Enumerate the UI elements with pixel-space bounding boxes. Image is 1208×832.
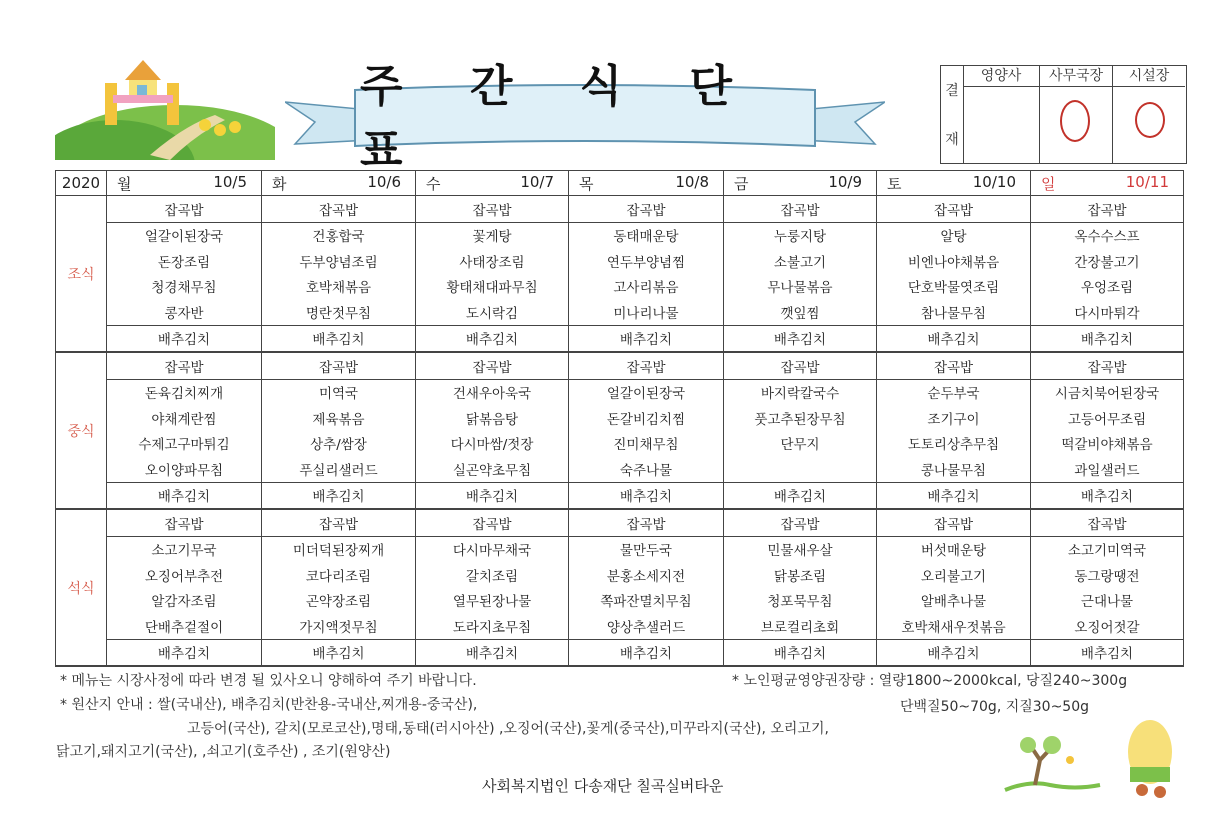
approval-col-director (1040, 66, 1113, 163)
meal-label: 석식 (56, 509, 107, 666)
page-title: 주 간 식 단 표 (360, 61, 758, 176)
approval-side-label-1: 결 (945, 83, 959, 100)
house-illustration (55, 55, 275, 160)
menu-cell: 잡곡밥 (724, 196, 877, 223)
menu-cell: 떡갈비야채볶음 (1031, 431, 1184, 457)
menu-cell: 잡곡밥 (416, 196, 569, 223)
menu-cell: 알감자조림 (107, 588, 262, 614)
menu-cell: 누룽지탕 (724, 222, 877, 248)
menu-cell: 잡곡밥 (107, 352, 262, 379)
approval-box (940, 65, 1187, 164)
menu-cell: 잡곡밥 (877, 196, 1031, 223)
menu-cell: 상추/쌈장 (262, 431, 416, 457)
approval-stamp-director (1060, 100, 1090, 142)
menu-cell: 배추김치 (1031, 325, 1184, 352)
menu-cell: 순두부국 (877, 379, 1031, 405)
menu-cell: 오징어젓갈 (1031, 613, 1184, 639)
day-header-fri (724, 171, 877, 196)
menu-cell: 배추김치 (107, 639, 262, 666)
menu-cell: 청경채무침 (107, 274, 262, 300)
menu-cell: 다시마튀각 (1031, 299, 1184, 325)
day-name: 일 (1041, 174, 1056, 193)
day-date: 10/7 (520, 172, 554, 191)
menu-cell: 갈치조림 (416, 562, 569, 588)
menu-cell: 오징어부추전 (107, 562, 262, 588)
menu-cell: 브로컬리초회 (724, 613, 877, 639)
day-name: 화 (272, 174, 287, 193)
menu-cell: 도시락김 (416, 299, 569, 325)
menu-cell: 코다리조림 (262, 562, 416, 588)
menu-cell: 배추김치 (107, 482, 262, 509)
day-date: 10/5 (213, 172, 247, 191)
menu-cell: 배추김치 (724, 639, 877, 666)
menu-cell: 배추김치 (877, 482, 1031, 509)
menu-cell: 풋고추된장무침 (724, 405, 877, 431)
menu-cell: 배추김치 (1031, 482, 1184, 509)
footer-organization: 사회복지법인 다송재단 칠곡실버타운 (482, 777, 724, 795)
menu-cell: 잡곡밥 (262, 352, 416, 379)
day-name: 목 (579, 174, 594, 193)
menu-cell: 오이양파무침 (107, 456, 262, 482)
menu-cell: 다시마무채국 (416, 536, 569, 562)
menu-cell: 잡곡밥 (1031, 196, 1184, 223)
menu-cell: 잡곡밥 (416, 352, 569, 379)
menu-cell: 도토리상추무침 (877, 431, 1031, 457)
menu-cell: 배추김치 (107, 325, 262, 352)
menu-row (56, 222, 1184, 248)
menu-cell: 배추김치 (416, 325, 569, 352)
menu-row (56, 196, 1184, 223)
menu-cell: 간장불고기 (1031, 248, 1184, 274)
menu-cell: 사태장조림 (416, 248, 569, 274)
menu-cell: 버섯매운탕 (877, 536, 1031, 562)
menu-cell: 잡곡밥 (569, 509, 724, 536)
day-name: 금 (734, 174, 749, 193)
menu-cell: 호박채볶음 (262, 274, 416, 300)
menu-row (56, 405, 1184, 431)
menu-cell: 도라지초무침 (416, 613, 569, 639)
menu-row (56, 274, 1184, 300)
menu-cell: 배추김치 (877, 325, 1031, 352)
menu-cell: 배추김치 (724, 325, 877, 352)
menu-cell: 콩나물무침 (877, 456, 1031, 482)
approval-header-head: 시설장 (1113, 66, 1185, 87)
menu-cell: 잡곡밥 (262, 509, 416, 536)
menu-cell: 얼갈이된장국 (569, 379, 724, 405)
day-date: 10/10 (972, 172, 1016, 191)
menu-cell: 배추김치 (262, 325, 416, 352)
menu-row (56, 431, 1184, 457)
approval-side-label (941, 66, 964, 163)
menu-cell: 소고기미역국 (1031, 536, 1184, 562)
menu-cell: 잡곡밥 (107, 509, 262, 536)
menu-cell: 명란젓무침 (262, 299, 416, 325)
year-cell: 2020 (56, 171, 107, 196)
note-origin-cont2: 닭고기,돼지고기(국산), ,쇠고기(호주산) , 조기(원양산) (56, 744, 391, 760)
note-nutrition: * 노인평균영양권장량 : 열량1800~2000kcal, 당질240~300g (732, 673, 1128, 689)
menu-cell: 잡곡밥 (724, 352, 877, 379)
menu-body (56, 196, 1184, 667)
menu-cell: 잡곡밥 (877, 352, 1031, 379)
menu-cell: 배추김치 (569, 482, 724, 509)
menu-cell: 바지락칼국수 (724, 379, 877, 405)
approval-header-director: 사무국장 (1040, 66, 1112, 87)
menu-cell: 연두부양념찜 (569, 248, 724, 274)
menu-cell: 건새우아욱국 (416, 379, 569, 405)
menu-cell: 제육볶음 (262, 405, 416, 431)
note-menu-change: * 메뉴는 시장사정에 따라 변경 될 있사오니 양해하여 주기 바랍니다. (60, 673, 477, 689)
menu-cell: 배추김치 (262, 639, 416, 666)
menu-row (56, 352, 1184, 379)
day-header-mon (107, 171, 262, 196)
menu-row (56, 509, 1184, 536)
menu-cell: 얼갈이된장국 (107, 222, 262, 248)
menu-cell: 실곤약초무침 (416, 456, 569, 482)
menu-cell: 옥수수스프 (1031, 222, 1184, 248)
menu-cell: 알탕 (877, 222, 1031, 248)
menu-cell: 콩자반 (107, 299, 262, 325)
menu-cell: 돈갈비김치찜 (569, 405, 724, 431)
menu-row (56, 536, 1184, 562)
day-header-row (56, 171, 1184, 196)
menu-cell: 고등어무조림 (1031, 405, 1184, 431)
egg-illustration (1120, 712, 1180, 802)
menu-cell: 물만두국 (569, 536, 724, 562)
menu-cell: 수제고구마튀김 (107, 431, 262, 457)
menu-cell: 단호박물엿조림 (877, 274, 1031, 300)
day-name: 토 (887, 174, 902, 193)
menu-cell: 배추김치 (1031, 639, 1184, 666)
menu-cell: 조기구이 (877, 405, 1031, 431)
menu-cell: 배추김치 (416, 639, 569, 666)
menu-cell: 근대나물 (1031, 588, 1184, 614)
menu-row (56, 482, 1184, 509)
menu-cell: 배추김치 (569, 325, 724, 352)
menu-cell: 잡곡밥 (569, 196, 724, 223)
menu-cell: 참나물무침 (877, 299, 1031, 325)
menu-cell: 숙주나물 (569, 456, 724, 482)
menu-cell: 돈장조림 (107, 248, 262, 274)
menu-cell: 소고기무국 (107, 536, 262, 562)
day-name: 월 (117, 174, 132, 193)
menu-cell: 미나리나물 (569, 299, 724, 325)
day-header-thu (569, 171, 724, 196)
menu-cell: 고사리볶음 (569, 274, 724, 300)
menu-cell: 두부양념조림 (262, 248, 416, 274)
menu-cell: 민물새우살 (724, 536, 877, 562)
menu-cell: 배추김치 (262, 482, 416, 509)
menu-cell: 미역국 (262, 379, 416, 405)
menu-cell: 닭볶음탕 (416, 405, 569, 431)
menu-cell: 청포묵무침 (724, 588, 877, 614)
menu-cell: 배추김치 (416, 482, 569, 509)
menu-cell: 단무지 (724, 431, 877, 457)
menu-cell: 소불고기 (724, 248, 877, 274)
menu-row (56, 248, 1184, 274)
menu-cell: 잡곡밥 (877, 509, 1031, 536)
menu-cell: 우엉조림 (1031, 274, 1184, 300)
menu-cell: 배추김치 (569, 639, 724, 666)
menu-cell: 배추김치 (724, 482, 877, 509)
approval-side-label-2: 재 (945, 131, 959, 148)
menu-cell: 건홍합국 (262, 222, 416, 248)
menu-cell: 무나물볶음 (724, 274, 877, 300)
meal-label: 조식 (56, 196, 107, 353)
approval-header-nutritionist: 영양사 (963, 66, 1039, 87)
day-name: 수 (426, 174, 441, 193)
meal-label: 중식 (56, 352, 107, 509)
menu-row (56, 562, 1184, 588)
menu-cell: 동그랑땡전 (1031, 562, 1184, 588)
day-header-wed (416, 171, 569, 196)
menu-cell: 다시마쌈/젓장 (416, 431, 569, 457)
menu-cell: 시금치북어된장국 (1031, 379, 1184, 405)
day-date: 10/9 (828, 172, 862, 191)
menu-cell: 분홍소세지전 (569, 562, 724, 588)
approval-col-head (1113, 66, 1185, 163)
menu-cell: 깻잎찜 (724, 299, 877, 325)
menu-cell: 과일샐러드 (1031, 456, 1184, 482)
day-header-tue (262, 171, 416, 196)
menu-cell: 열무된장나물 (416, 588, 569, 614)
menu-cell: 야채계란찜 (107, 405, 262, 431)
menu-cell: 오리불고기 (877, 562, 1031, 588)
menu-cell: 돈육김치찌개 (107, 379, 262, 405)
menu-cell: 쪽파잔멸치무침 (569, 588, 724, 614)
menu-cell: 잡곡밥 (107, 196, 262, 223)
menu-cell: 비엔나야채볶음 (877, 248, 1031, 274)
menu-cell: 꽃게탕 (416, 222, 569, 248)
note-origin-cont: 고등어(국산), 갈치(모로코산),명태,동태(러시아산) ,오징어(국산),꽃게(중국산),미꾸라지(국산), 오리고기, (187, 721, 829, 737)
menu-cell: 양상추샐러드 (569, 613, 724, 639)
day-date: 10/11 (1125, 172, 1169, 191)
menu-cell: 푸실리샐러드 (262, 456, 416, 482)
menu-row (56, 613, 1184, 639)
note-nutrition-cont: 단백질50~70g, 지질30~50g (900, 699, 1090, 715)
approval-stamp-head (1135, 102, 1165, 138)
menu-cell: 황태채대파무침 (416, 274, 569, 300)
day-date: 10/8 (675, 172, 709, 191)
note-origin: * 원산지 안내 : 쌀(국내산), 배추김치(반찬용-국내산,찌개용-중국산), (60, 697, 478, 713)
menu-cell (724, 456, 877, 482)
day-header-sat (877, 171, 1031, 196)
menu-cell: 단배추겉절이 (107, 613, 262, 639)
menu-cell: 배추김치 (877, 639, 1031, 666)
menu-cell: 곤약장조림 (262, 588, 416, 614)
menu-cell: 미더덕된장찌개 (262, 536, 416, 562)
menu-cell: 잡곡밥 (262, 196, 416, 223)
menu-cell: 동태매운탕 (569, 222, 724, 248)
menu-cell: 잡곡밥 (416, 509, 569, 536)
menu-cell: 잡곡밥 (1031, 352, 1184, 379)
menu-cell: 잡곡밥 (1031, 509, 1184, 536)
menu-cell: 가지액젓무침 (262, 613, 416, 639)
menu-cell: 진미채무침 (569, 431, 724, 457)
menu-row (56, 299, 1184, 325)
menu-row (56, 456, 1184, 482)
menu-cell: 닭봉조림 (724, 562, 877, 588)
menu-cell: 호박채새우젓볶음 (877, 613, 1031, 639)
menu-cell: 잡곡밥 (724, 509, 877, 536)
menu-row (56, 325, 1184, 352)
weekly-menu-table (55, 170, 1184, 667)
menu-row (56, 588, 1184, 614)
tree-illustration (990, 735, 1105, 795)
day-date: 10/6 (367, 172, 401, 191)
menu-row (56, 379, 1184, 405)
menu-row (56, 639, 1184, 666)
approval-col-nutritionist (963, 66, 1040, 163)
menu-cell: 잡곡밥 (569, 352, 724, 379)
day-header-sun (1031, 171, 1184, 196)
menu-cell: 알배추나물 (877, 588, 1031, 614)
